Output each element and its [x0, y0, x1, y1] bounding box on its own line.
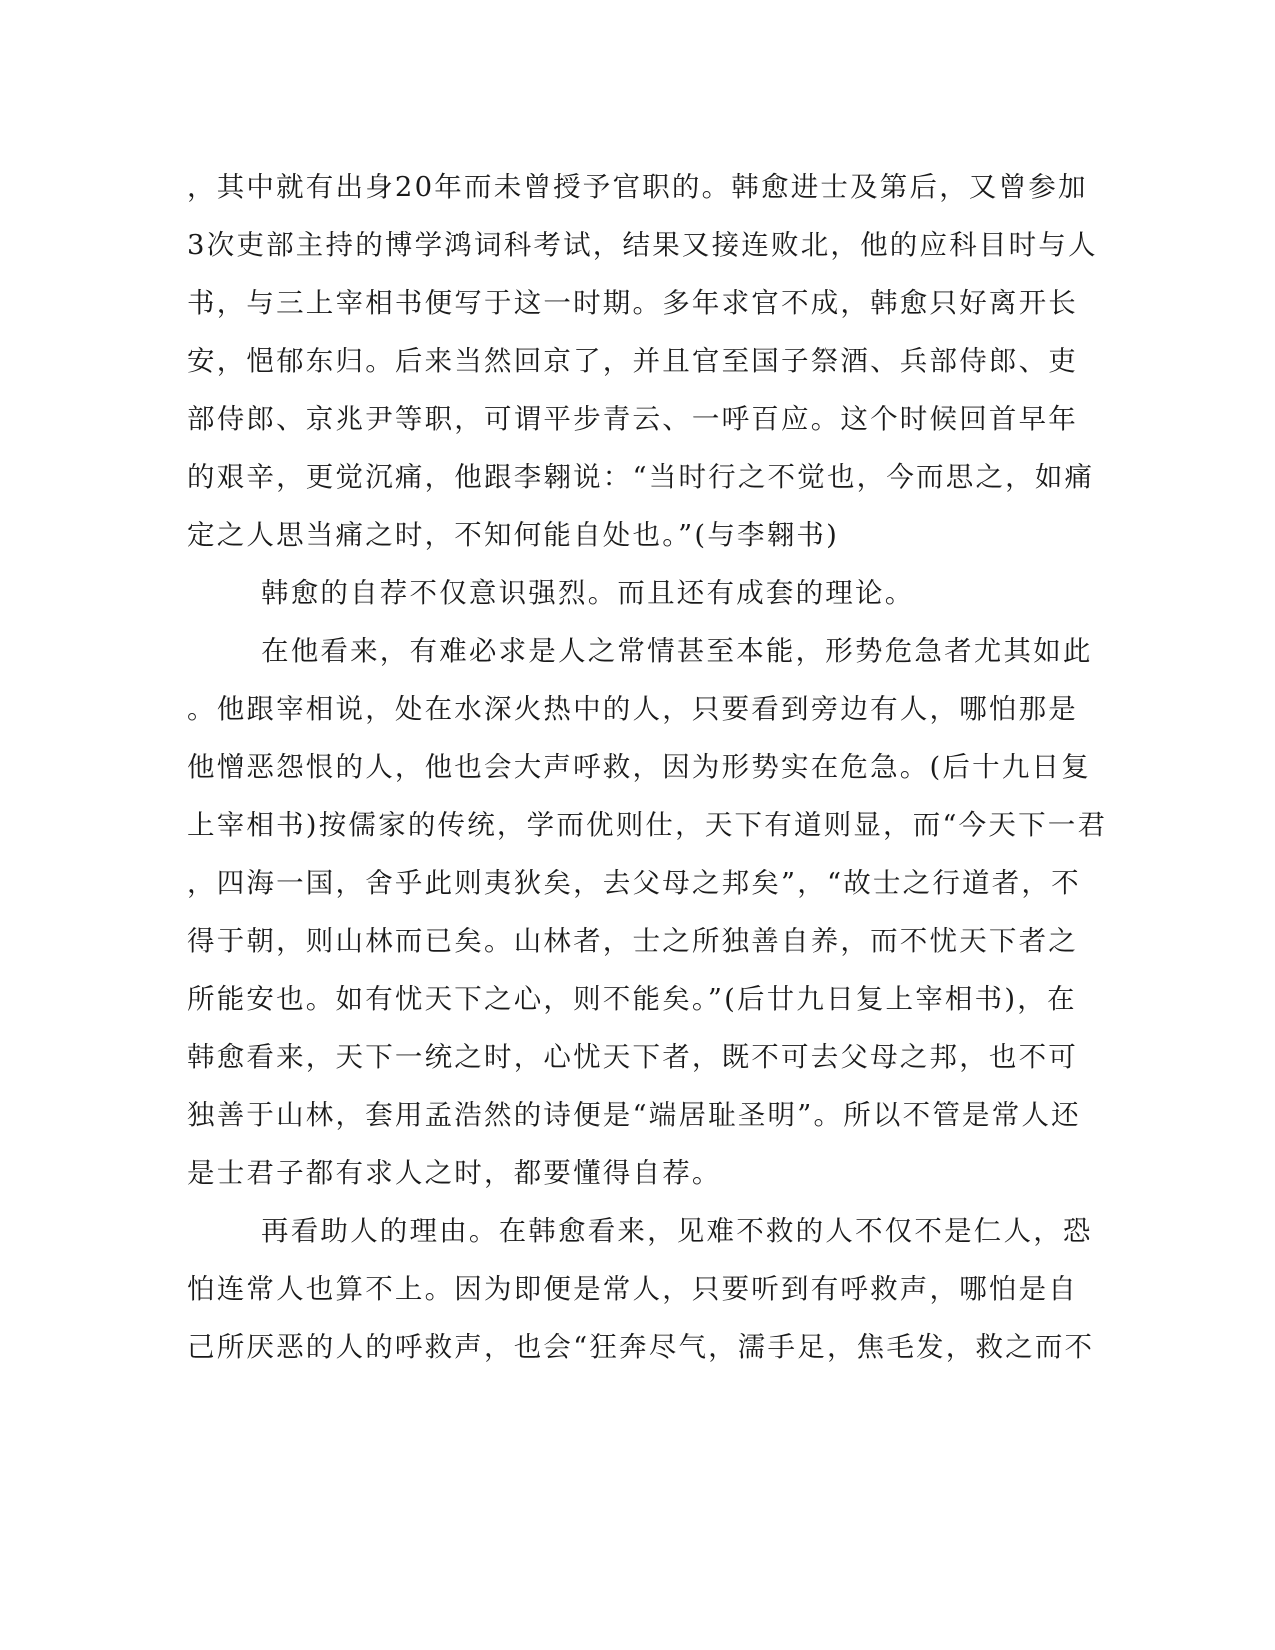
text-line: 独善于山林，套用孟浩然的诗便是“端居耻圣明”。所以不管是常人还: [187, 1099, 1081, 1131]
text-line: 己所厌恶的人的呼救声，也会“狂奔尽气，濡手足，焦毛发，救之而不: [187, 1331, 1095, 1363]
text-line: 部侍郎、京兆尹等职，可谓平步青云、一呼百应。这个时候回首早年: [187, 403, 1078, 435]
text-line: 。他跟宰相说，处在水深火热中的人，只要看到旁边有人，哪怕那是: [187, 693, 1078, 725]
text-line: 怕连常人也算不上。因为即便是常人，只要听到有呼救声，哪怕是自: [187, 1273, 1078, 1305]
text-line: 所能安也。如有忧天下之心，则不能矣。”(后廿九日复上宰相书)，在: [187, 983, 1077, 1015]
text-line: 书，与三上宰相书便写于这一时期。多年求官不成，韩愈只好离开长: [187, 287, 1078, 319]
text-line: ，四海一国，舍乎此则夷狄矣，去父母之邦矣”，“故士之行道者，不: [187, 867, 1081, 899]
text-line: 上宰相书)按儒家的传统，学而优则仕，天下有道则显，而“今天下一君: [187, 809, 1108, 841]
text-line: 的艰辛，更觉沉痛，他跟李翱说：“当时行之不觉也，今而思之，如痛: [187, 461, 1095, 493]
text-line: ，其中就有出身20年而未曾授予官职的。韩愈进士及第后，又曾参加: [187, 171, 1088, 203]
text-line: 安，悒郁东归。后来当然回京了，并且官至国子祭酒、兵部侍郎、吏: [187, 345, 1078, 377]
text-line: 韩愈看来，天下一统之时，心忧天下者，既不可去父母之邦，也不可: [187, 1041, 1078, 1073]
paragraph-start-line: 在他看来，有难必求是人之常情甚至本能，形势危急者尤其如此: [261, 635, 1093, 667]
text-line: 得于朝，则山林而已矣。山林者，士之所独善自养，而不忧天下者之: [187, 925, 1078, 957]
text-line: 3次吏部主持的博学鸿词科考试，结果又接连败北，他的应科目时与人: [187, 229, 1098, 261]
text-line: 是士君子都有求人之时，都要懂得自荐。: [187, 1157, 722, 1189]
paragraph-start-line: 韩愈的自荐不仅意识强烈。而且还有成套的理论。: [261, 577, 915, 609]
text-line: 定之人思当痛之时，不知何能自处也。”(与李翱书): [187, 519, 840, 551]
paragraph-start-line: 再看助人的理由。在韩愈看来，见难不救的人不仅不是仁人，恐: [261, 1215, 1093, 1247]
document-text-body: [187, 158, 1108, 1376]
text-line: 他憎恶怨恨的人，他也会大声呼救，因为形势实在危急。(后十九日复: [187, 751, 1091, 783]
